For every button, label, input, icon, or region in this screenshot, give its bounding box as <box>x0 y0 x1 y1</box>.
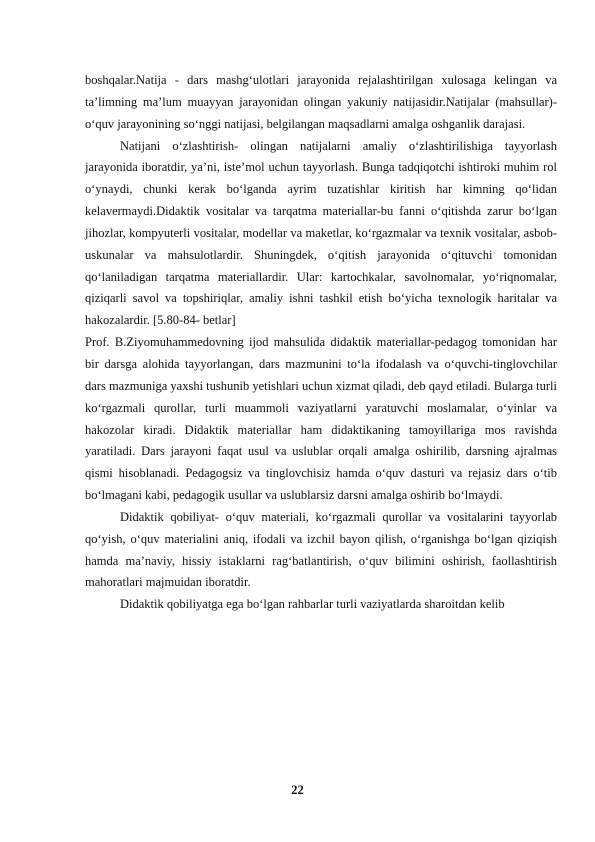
body-text <box>85 70 557 616</box>
paragraph-didaktik-qobiliyatga-ega: Didaktik qobiliyatga ega bo‘lgan rahbarlar turli vaziyatlarda sharoitdan kelib <box>120 597 505 612</box>
page-number: 22 <box>291 783 304 797</box>
paragraph-didaktik-qobiliyat: Didaktik qobiliyat- o‘quv materiali, ko‘rgazmali qurollar va vositalarini tayyorlab qo‘yish, o‘quv materialini aniq, ifodali va izchil bayon qilish, o‘rganishga bo‘lgan qiziqish hamda ma’naviy, hissiy istaklarni rag‘batlantirish, o‘quv bilimini oshirish, faollashtirish mahoratlari majmuidan iboratdir. <box>85 509 557 590</box>
paragraph-prof-ziyomuhammedov: Prof. B.Ziyomuhammedovning ijod mahsulida didaktik materiallar-pedagog tomonidan har bir darsga alohida tayyorlangan, dars mazmunini to‘la ifodalash va o‘quvchi-tinglovchilar dars mazmuniga yaxshi tushunib yetishlari uchun xizmat qiladi, deb qayd etiladi. Bularga turli ko‘rgazmali qurollar, turli muammoli vaziyatlarni yaratuvchi moslamalar, o‘yinlar va hakozolar kiradi. Didaktik materiallar ham didaktikaning tamoyillariga mos ravishda yaratiladi. Dars jarayoni faqat usul va uslublar orqali amalga oshirilib, darsning ajralmas qismi hisoblanadi. Pedagogsiz va tinglovchisiz hamda o‘quv dasturi va rejasiz dars o‘tib bo‘lmagani kabi, pedagogik usullar va uslublarsiz darsni amalga oshirib bo‘lmaydi. <box>85 335 557 503</box>
paragraph-natija-definition: boshqalar.Natija - dars mashg‘ulotlari jarayonida rejalashtirilgan xulosaga kelingan va ta’limning ma’lum muayyan jarayonidan olingan yakuniy natijasidir.Natijalar (mahsullar)-o‘quv jarayonining so‘nggi natijasi, belgilangan maqsadlarni amalga oshganlik darajasi. <box>85 73 557 131</box>
paragraph-natijani-ozlashtirish: Natijani o‘zlashtirish- olingan natijalarni amaliy o‘zlashtirilishiga tayyorlash jarayonida iboratdir, ya’ni, iste’mol uchun tayyorlash. Bunga tadqiqotchi ishtiroki muhim rol o‘ynaydi, chunki kerak bo‘lganda ayrim tuzatishlar kiritish har kimning qo‘lidan kelavermaydi.Didaktik vositalar va tarqatma materiallar-bu fanni o‘qitishda zarur bo‘lgan jihozlar, kompyuterli vositalar, modellar va maketlar, ko‘rgazmalar va texnik vositalar, asbob-uskunalar va mahsulotlardir. Shuningdek, o‘qitish jarayonida o‘qituvchi tomonidan qo‘laniladigan tarqatma materiallardir. Ular: kartochkalar, savolnomalar, yo‘riqnomalar, qiziqarli savol va topshiriqlar, amaliy ishni tashkil etish bo‘yicha texnologik haritalar va hakozalardir. [5.80-84- betlar] <box>85 138 557 328</box>
